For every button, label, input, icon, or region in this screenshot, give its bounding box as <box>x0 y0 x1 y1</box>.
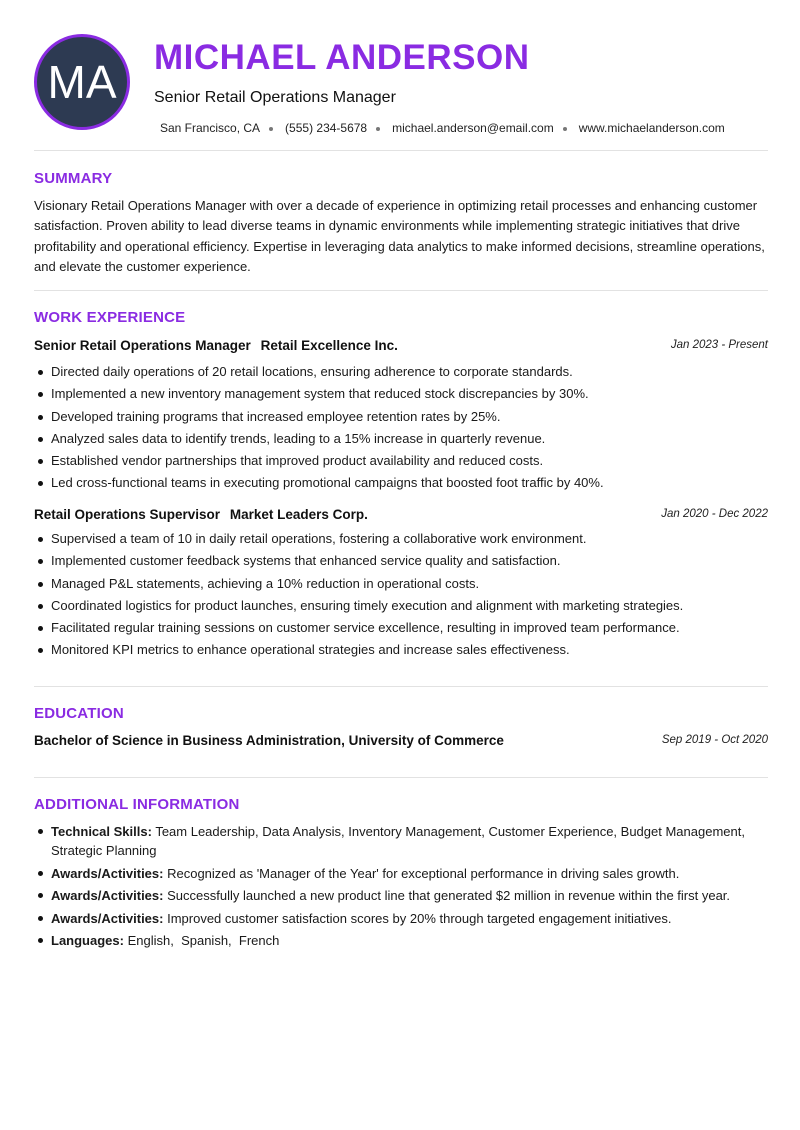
separator-dot-icon <box>269 127 273 131</box>
job-role: Retail Operations Supervisor <box>34 507 221 522</box>
list-item <box>34 909 768 928</box>
list-item: Analyzed sales data to identify trends, leading to a 15% increase in quarterly revenue. <box>34 428 768 450</box>
avatar-initials: MA <box>47 56 117 108</box>
job-header <box>34 338 768 358</box>
resume-header <box>34 34 768 138</box>
list-item: Managed P&L statements, achieving a 10% reduction in operational costs. <box>34 573 768 595</box>
job-entry <box>34 507 768 662</box>
contact-phone: (555) 234-5678 <box>285 121 368 135</box>
list-item: Led cross-functional teams in executing promotional campaigns that boosted foot traffic by 40%. <box>34 472 768 494</box>
job-dates: Jan 2020 - Dec 2022 <box>661 508 768 520</box>
education-heading: EDUCATION <box>34 705 124 722</box>
list-item <box>34 822 768 860</box>
list-item <box>34 886 768 905</box>
list-item: Monitored KPI metrics to enhance operational strategies and increase sales effectiveness. <box>34 639 768 661</box>
job-company: Market Leaders Corp. <box>229 507 368 522</box>
list-item <box>34 864 768 883</box>
separator-dot-icon <box>376 127 380 131</box>
list-item <box>34 931 768 950</box>
separator-dot-icon <box>563 127 567 131</box>
job-company: Retail Excellence Inc. <box>260 338 398 353</box>
job-bullets <box>34 361 768 495</box>
item-text: Team Leadership, Data Analysis, Inventory Management, Customer Experience, Budget Management, Strategic Planning <box>51 824 745 858</box>
job-role: Senior Retail Operations Manager <box>34 338 251 353</box>
item-label: Awards/Activities: <box>51 865 164 881</box>
summary-heading: SUMMARY <box>34 170 113 187</box>
item-text: Successfully launched a new product line that generated $2 million in revenue within the first year. <box>167 888 731 903</box>
list-item: Coordinated logistics for product launches, ensuring timely execution and alignment with marketing strategies. <box>34 595 768 617</box>
section-divider <box>34 290 768 291</box>
contact-location: San Francisco, CA <box>160 121 261 135</box>
list-item: Implemented customer feedback systems that enhanced service quality and satisfaction. <box>34 550 768 572</box>
job-header <box>34 507 768 527</box>
item-text: English, Spanish, French <box>127 933 280 948</box>
education-dates: Sep 2019 - Oct 2020 <box>661 734 768 746</box>
job-dates: Jan 2023 - Present <box>670 339 768 351</box>
item-label: Technical Skills: <box>51 824 152 839</box>
list-item: Supervised a team of 10 in daily retail operations, fostering a collaborative work environment. <box>34 528 768 550</box>
section-divider <box>34 777 768 778</box>
contact-info <box>160 121 725 135</box>
item-text: Improved customer satisfaction scores by 20% through targeted engagement initiatives. <box>167 910 672 926</box>
section-divider <box>34 686 768 687</box>
contact-email[interactable]: michael.anderson@email.com <box>392 121 554 135</box>
education-entry <box>34 733 768 753</box>
summary-text: Visionary Retail Operations Manager with over a decade of experience in optimizing retail processes and enhancing customer satisfaction. Proven ability to lead diverse teams in dynamic environments while implementing strategic initiatives that drive profitability and operational efficiency. Expertise in leveraging data analytics to make informed decisions, streamline operations, and elevate the customer experience. <box>34 198 765 274</box>
additional-list <box>34 822 768 954</box>
item-label: Languages: <box>51 933 124 948</box>
education-degree: Bachelor of Science in Business Administration, University of Commerce <box>34 733 504 748</box>
item-label: Awards/Activities: <box>51 888 164 903</box>
experience-heading: WORK EXPERIENCE <box>34 309 186 326</box>
list-item: Developed training programs that increased employee retention rates by 25%. <box>34 406 768 428</box>
job-bullets <box>34 528 768 662</box>
list-item: Directed daily operations of 20 retail locations, ensuring adherence to corporate standards. <box>34 361 768 383</box>
job-entry <box>34 338 768 495</box>
candidate-name: MICHAEL ANDERSON <box>154 38 530 77</box>
candidate-title: Senior Retail Operations Manager <box>154 89 396 106</box>
item-text: Recognized as 'Manager of the Year' for exceptional performance in driving sales growth. <box>167 865 680 881</box>
list-item: Established vendor partnerships that improved product availability and reduced costs. <box>34 450 768 472</box>
item-label: Awards/Activities: <box>51 910 164 926</box>
section-divider <box>34 150 768 151</box>
avatar <box>34 34 130 130</box>
list-item: Facilitated regular training sessions on customer service excellence, resulting in improved team performance. <box>34 617 768 639</box>
additional-heading: ADDITIONAL INFORMATION <box>34 796 240 813</box>
list-item: Implemented a new inventory management system that reduced stock discrepancies by 30%. <box>34 383 768 405</box>
contact-website[interactable]: www.michaelanderson.com <box>578 121 725 135</box>
